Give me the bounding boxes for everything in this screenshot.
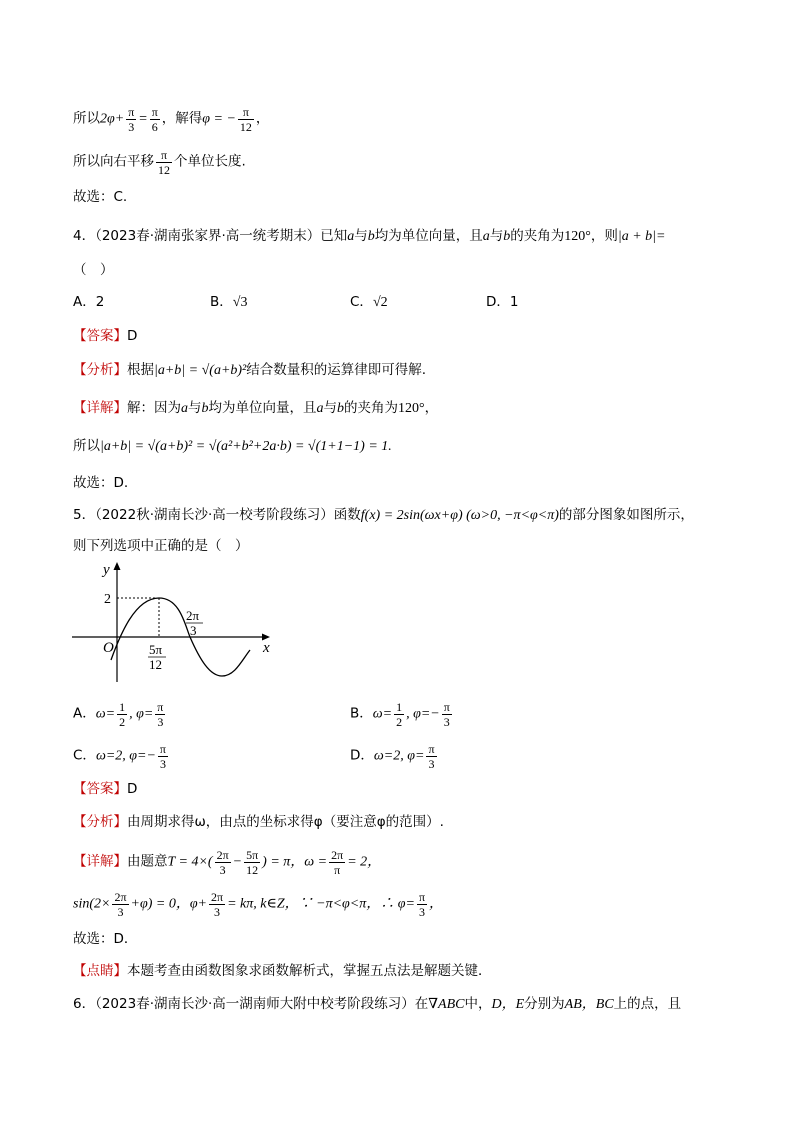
q4-calc: 所以|a+b| = √(a+b)² = √(a²+b²+2a·b) = √(1+1−1) = 1. xyxy=(73,438,392,454)
q4-analysis: 【分析】根据|a+b| = √(a+b)²结合数量积的运算律即可得解. xyxy=(73,362,427,378)
q5-option-b: B．ω= $\frac{1}{2}$ , φ=− $\frac{\pi}{3}$ xyxy=(350,700,450,729)
q4-answer: 【答案】D xyxy=(73,328,138,344)
choose-c: 故选：C. xyxy=(73,189,128,205)
question-5: 5．（2022秋·湖南长沙·高一校考阶段练习）函数f(x) = 2sin(ωx+φ) (ω>0, −π<φ<π)的部分图象如图所示， xyxy=(73,507,694,523)
question-4: 4．（2023春·湖南张家界·高一统考期末）已知a与b均为单位向量，且a与b的夹角为120°，则|a + b|= xyxy=(73,228,666,244)
x-tick1-den: 12 xyxy=(149,657,162,672)
solution-line-1: 所以2φ+ $\frac{\pi}{3}$ = $\frac{\pi}{6}$ ，解得φ = − $\frac{\pi}{12}$ ， xyxy=(73,105,270,134)
q5-choose: 故选：D． xyxy=(73,931,138,947)
q5-calc: sin(2× $\frac{2\pi}{3}$ +φ) = 0，φ+ $\frac{2\pi}{3}$ = kπ, k∈Z，∵ −π<φ<π，∴ φ= $\frac{\pi}{3}$ ， xyxy=(73,890,443,919)
q4-option-c: C．√2 xyxy=(350,294,388,310)
q5-option-c: C．ω=2, φ=− $\frac{\pi}{3}$ xyxy=(73,742,166,771)
x-tick2-den: 3 xyxy=(190,623,197,638)
x-label: x xyxy=(263,640,270,656)
q5-answer: 【答案】D xyxy=(73,781,138,797)
y-tick-label: 2 xyxy=(104,592,111,607)
q4-option-d: D．1 xyxy=(486,294,519,310)
q5-option-a: A．ω= $\frac{1}{2}$ , φ= $\frac{\pi}{3}$ xyxy=(73,700,164,729)
origin-label: O xyxy=(103,640,114,656)
q5-option-d: D．ω=2, φ= $\frac{\pi}{3}$ xyxy=(350,742,435,771)
q5-analysis: 【分析】由周期求得ω，由点的坐标求得φ（要注意φ的范围）. xyxy=(73,814,444,830)
q4-choose: 故选：D. xyxy=(73,475,129,491)
q5-comment: 【点睛】本题考查由函数图象求函数解析式，掌握五点法是解题关键． xyxy=(73,963,492,979)
x-tick1-num: 5π xyxy=(149,642,163,657)
sine-graph xyxy=(70,560,280,685)
question-6: 6．（2023春·湖南长沙·高一湖南师大附中校考阶段练习）在∇ABC中，D，E分别为AB，BC上的点，且 xyxy=(73,996,682,1012)
q4-detail: 【详解】解：因为a与b均为单位向量，且a与b的夹角为120°， xyxy=(73,400,439,416)
x-tick2-num: 2π xyxy=(186,608,200,623)
q4-option-a: A．2 xyxy=(73,294,105,310)
y-label: y xyxy=(103,562,110,578)
y-axis-arrow xyxy=(114,562,121,570)
question-5-line2: 则下列选项中正确的是（ ） xyxy=(73,538,249,554)
question-4-paren: （ ） xyxy=(73,262,114,278)
solution-line-2: 所以向右平移 $\frac{\pi}{12}$ 个单位长度. xyxy=(73,148,246,177)
q4-option-b: B．√3 xyxy=(210,294,248,310)
q5-detail: 【详解】由题意T = 4×( $\frac{2\pi}{3}$ − $\frac{5\pi}{12}$ ) = π，ω = $\frac{2\pi}{\pi}$ = 2， xyxy=(73,848,382,877)
